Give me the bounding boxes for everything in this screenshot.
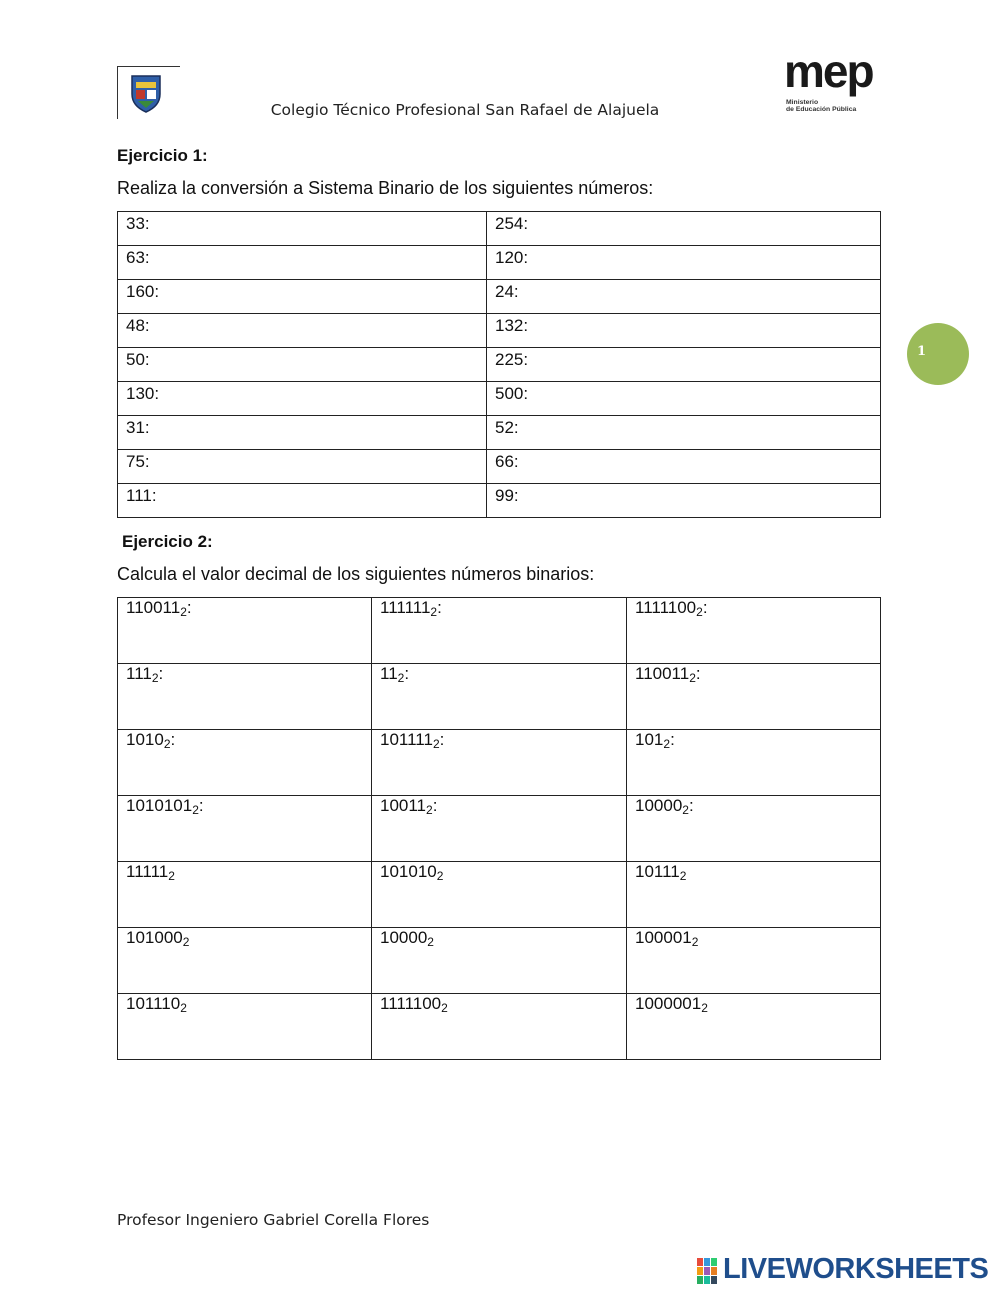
base-subscript: 2 [436, 869, 444, 883]
binary-number: 10000 [635, 796, 683, 815]
exercise1-instruction: Realiza la conversión a Sistema Binario de los siguientes números: [117, 178, 654, 198]
exercise2-cell[interactable] [372, 598, 627, 664]
exercise1-title: Ejercicio 1: [117, 146, 208, 165]
table-row [118, 598, 881, 664]
binary-number: 1010101 [126, 796, 193, 815]
exercise1-cell[interactable]: 50: [118, 348, 487, 382]
cell-suffix: : [695, 664, 701, 683]
table-row [118, 416, 881, 450]
exercise1-cell[interactable]: 66: [487, 450, 881, 484]
ministry-logo-text: mep [784, 45, 873, 97]
base-subscript: 2 [701, 1001, 708, 1015]
exercise2-title: Ejercicio 2: [122, 532, 213, 551]
cell-suffix: : [702, 598, 708, 617]
page-number-badge [907, 323, 969, 385]
binary-number: 11 [380, 664, 398, 683]
binary-number: 101 [635, 730, 664, 749]
cell-suffix: : [158, 664, 164, 683]
base-subscript: 2 [397, 671, 405, 685]
footer-author: Profesor Ingeniero Gabriel Corella Flores [117, 1211, 430, 1229]
exercise2-cell[interactable] [627, 862, 881, 928]
exercise1-cell[interactable]: 120: [487, 246, 881, 280]
cell-suffix: : [404, 664, 410, 683]
base-subscript: 2 [441, 1001, 448, 1015]
page-number: 1 [917, 344, 927, 359]
table-row [118, 314, 881, 348]
exercise1-cell[interactable]: 24: [487, 280, 881, 314]
cell-suffix: : [170, 730, 176, 749]
ministry-logo-subtitle-line2: de Educación Pública [786, 106, 857, 113]
exercise2-cell[interactable] [627, 664, 881, 730]
ministry-logo-subtitle [786, 99, 856, 113]
exercise2-cell[interactable] [118, 928, 372, 994]
base-subscript: 2 [168, 869, 175, 883]
cell-suffix: : [688, 796, 694, 815]
cell-suffix: : [186, 598, 192, 617]
exercise2-cell[interactable] [372, 730, 627, 796]
base-subscript: 2 [691, 935, 699, 949]
base-subscript: 2 [163, 737, 171, 751]
school-name: Colegio Técnico Profesional San Rafael de Alajuela [270, 101, 660, 119]
base-subscript: 2 [180, 1001, 187, 1015]
exercise2-cell[interactable] [627, 598, 881, 664]
table-row [118, 664, 881, 730]
exercise1-cell[interactable]: 48: [118, 314, 487, 348]
binary-number: 100001 [635, 928, 692, 947]
exercise2-cell[interactable] [627, 730, 881, 796]
exercise1-cell[interactable]: 52: [487, 416, 881, 450]
table-row [118, 382, 881, 416]
liveworksheets-text: LIVEWORKSHEETS [723, 1253, 989, 1285]
binary-number: 11111 [126, 862, 169, 881]
exercise1-cell[interactable]: 225: [487, 348, 881, 382]
exercise1-cell[interactable]: 500: [487, 382, 881, 416]
binary-number: 1111100 [380, 994, 442, 1013]
base-subscript: 2 [192, 803, 199, 817]
table-row [118, 348, 881, 382]
table-row [118, 450, 881, 484]
table-row [118, 212, 881, 246]
exercise2-cell[interactable] [118, 796, 372, 862]
binary-number: 10111 [635, 862, 680, 881]
base-subscript: 2 [696, 605, 703, 619]
binary-number: 111111 [380, 598, 431, 617]
binary-number: 1000001 [635, 994, 702, 1013]
exercise1-cell[interactable]: 132: [487, 314, 881, 348]
table-row [118, 994, 881, 1060]
exercise1-table [117, 211, 881, 518]
binary-number: 10000 [380, 928, 428, 947]
binary-number: 101000 [126, 928, 183, 947]
cell-suffix: : [439, 730, 445, 749]
exercise2-cell[interactable] [118, 664, 372, 730]
exercise1-cell[interactable]: 111: [118, 484, 487, 518]
ministry-logo [784, 45, 876, 120]
exercise1-cell[interactable]: 33: [118, 212, 487, 246]
binary-number: 10011 [380, 796, 427, 815]
liveworksheets-icon [697, 1258, 721, 1284]
binary-number: 110011 [635, 664, 690, 683]
exercise1-cell[interactable]: 160: [118, 280, 487, 314]
base-subscript: 2 [182, 935, 190, 949]
table-row [118, 928, 881, 994]
base-subscript: 2 [430, 605, 438, 619]
binary-number: 101010 [380, 862, 437, 881]
exercise2-cell[interactable] [118, 598, 372, 664]
binary-number: 1010 [126, 730, 164, 749]
base-subscript: 2 [151, 671, 159, 685]
binary-number: 101110 [126, 994, 181, 1013]
cell-suffix: : [437, 598, 442, 617]
exercise2-cell[interactable] [118, 730, 372, 796]
exercise1-cell[interactable]: 130: [118, 382, 487, 416]
base-subscript: 2 [180, 605, 187, 619]
exercise2-cell[interactable] [118, 994, 372, 1060]
exercise2-cell[interactable] [372, 664, 627, 730]
exercise1-cell[interactable]: 63: [118, 246, 487, 280]
exercise2-table [117, 597, 881, 1060]
exercise2-cell[interactable] [372, 796, 627, 862]
binary-number: 101111 [380, 730, 433, 749]
table-row [118, 796, 881, 862]
exercise2-cell[interactable] [627, 928, 881, 994]
exercise2-cell[interactable] [372, 862, 627, 928]
table-row [118, 280, 881, 314]
cell-suffix: : [670, 730, 675, 749]
base-subscript: 2 [427, 935, 434, 949]
table-row [118, 484, 881, 518]
exercise2-instruction: Calcula el valor decimal de los siguientes números binarios: [117, 564, 595, 584]
table-row [118, 246, 881, 280]
base-subscript: 2 [682, 803, 689, 817]
base-subscript: 2 [663, 737, 671, 751]
base-subscript: 2 [432, 737, 440, 751]
base-subscript: 2 [426, 803, 433, 817]
exercise2-cell[interactable] [118, 862, 372, 928]
ministry-logo-subtitle-line1: Ministerio [786, 99, 819, 106]
base-subscript: 2 [689, 671, 696, 685]
exercise1-cell[interactable]: 75: [118, 450, 487, 484]
exercise1-cell[interactable]: 31: [118, 416, 487, 450]
binary-number: 110011 [126, 598, 181, 617]
binary-number: 111 [126, 664, 152, 683]
table-row [118, 862, 881, 928]
exercise2-cell[interactable] [372, 928, 627, 994]
exercise2-cell[interactable] [372, 994, 627, 1060]
table-row [118, 730, 881, 796]
exercise1-cell[interactable]: 254: [487, 212, 881, 246]
exercise2-cell[interactable] [627, 796, 881, 862]
exercise1-cell[interactable]: 99: [487, 484, 881, 518]
base-subscript: 2 [679, 869, 687, 883]
binary-number: 1111100 [635, 598, 697, 617]
cell-suffix: : [198, 796, 204, 815]
exercise2-cell[interactable] [627, 994, 881, 1060]
cell-suffix: : [432, 796, 438, 815]
